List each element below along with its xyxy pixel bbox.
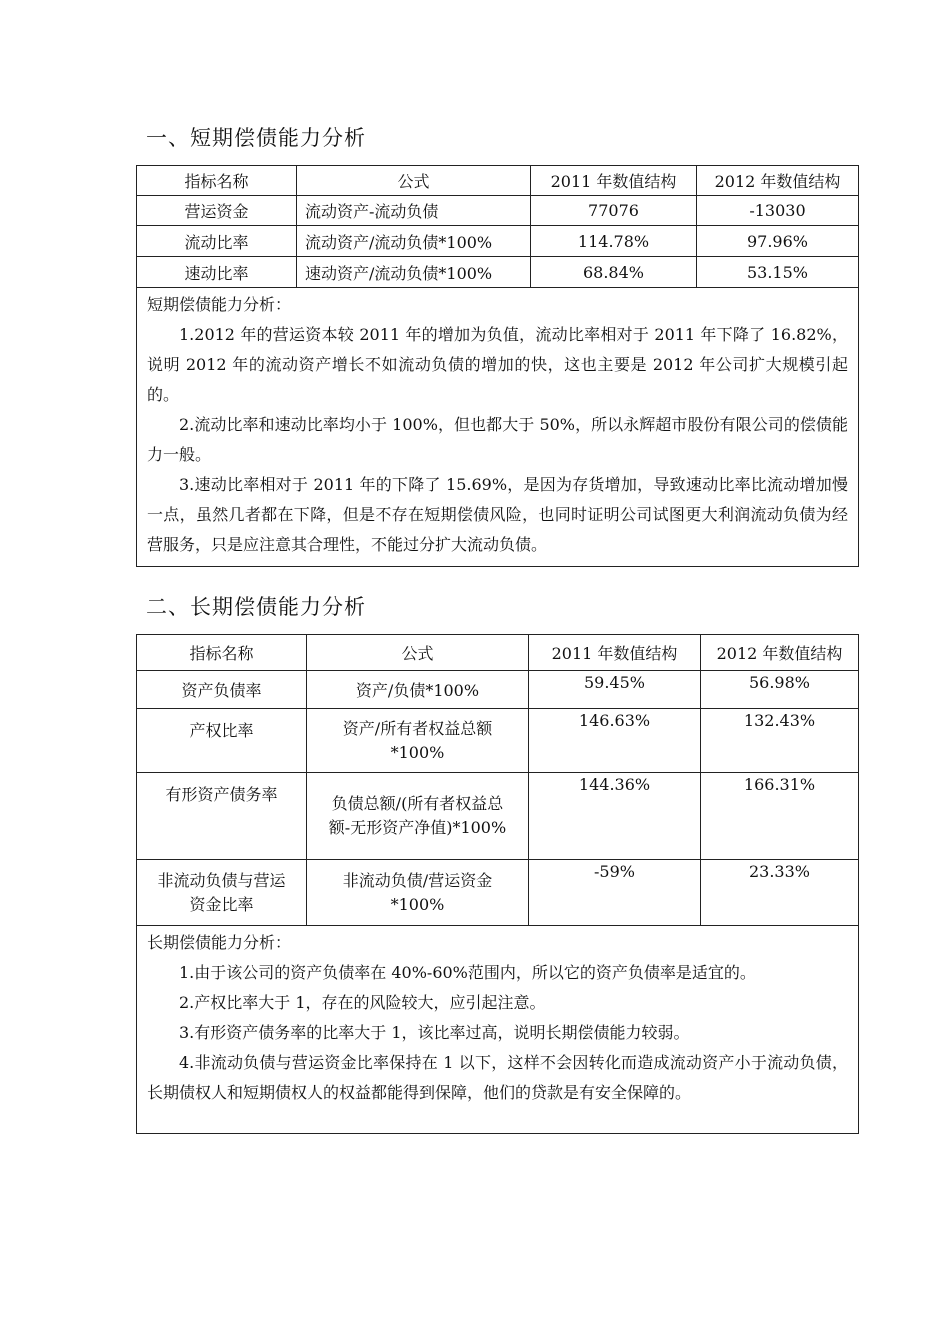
- indicator-name: 非流动负债与营运资金比率: [137, 860, 307, 926]
- value-2012: 56.98%: [701, 671, 859, 709]
- value-2012: 97.96%: [697, 226, 859, 257]
- indicator-name: 流动比率: [137, 226, 297, 257]
- table-header-row: [137, 635, 859, 671]
- header-2011: 2011 年数值结构: [529, 635, 701, 671]
- indicator-name: 营运资金: [137, 196, 297, 226]
- value-2011: 146.63%: [529, 709, 701, 773]
- short-term-solvency-table: [136, 165, 859, 567]
- analysis-title: 长期偿债能力分析：: [147, 933, 292, 952]
- value-2012: -13030: [697, 196, 859, 226]
- value-2012: 132.43%: [701, 709, 859, 773]
- analysis-row: [137, 926, 859, 1134]
- header-2012: 2012 年数值结构: [701, 635, 859, 671]
- value-2011: 68.84%: [531, 257, 697, 288]
- analysis-paragraph: 4.非流动负债与营运资金比率保持在 1 以下，这样不会因转化而造成流动资产小于流动负债，长期债权人和短期债权人的权益都能得到保障，他们的贷款是有安全保障的。: [147, 1053, 848, 1102]
- table-header-row: [137, 166, 859, 196]
- header-2012: 2012 年数值结构: [697, 166, 859, 196]
- value-2011: 114.78%: [531, 226, 697, 257]
- header-formula: 公式: [307, 635, 529, 671]
- value-2011: -59%: [529, 860, 701, 926]
- table-row: [137, 671, 859, 709]
- analysis-paragraph: 2.产权比率大于 1，存在的风险较大，应引起注意。: [179, 993, 546, 1012]
- indicator-formula: 资产/所有者权益总额*100%: [307, 709, 529, 773]
- indicator-name: 产权比率: [137, 709, 307, 773]
- value-2011: 77076: [531, 196, 697, 226]
- value-2012: 23.33%: [701, 860, 859, 926]
- analysis-paragraph: 1.由于该公司的资产负债率在 40%-60%范围内，所以它的资产负债率是适宜的。: [179, 963, 756, 982]
- analysis-paragraph: 1.2012 年的营运资本较 2011 年的增加为负值，流动比率相对于 2011 年下降了 16.82%，说明 2012 年的流动资产增长不如流动负债的增加的快，这也主要是 2012 年公司扩大规模引起的。: [147, 325, 848, 404]
- table-row: [137, 860, 859, 926]
- indicator-formula: 负债总额/(所有者权益总额-无形资产净值)*100%: [307, 773, 529, 860]
- table-row: [137, 226, 859, 257]
- indicator-name: 资产负债率: [137, 671, 307, 709]
- header-indicator-name: 指标名称: [137, 166, 297, 196]
- analysis-cell: [137, 926, 859, 1134]
- table-row: [137, 257, 859, 288]
- analysis-cell: [137, 288, 859, 567]
- table-row: [137, 196, 859, 226]
- indicator-formula: 流动资产-流动负债: [297, 196, 531, 226]
- indicator-name: 速动比率: [137, 257, 297, 288]
- indicator-formula: 资产/负债*100%: [307, 671, 529, 709]
- indicator-formula: 非流动负债/营运资金*100%: [307, 860, 529, 926]
- value-2011: 144.36%: [529, 773, 701, 860]
- table-row: [137, 709, 859, 773]
- section-heading-short-term: 一、短期偿债能力分析: [146, 126, 366, 150]
- analysis-paragraph: 2.流动比率和速动比率均小于 100%，但也都大于 50%，所以永辉超市股份有限公司的偿债能力一般。: [147, 415, 848, 464]
- value-2012: 166.31%: [701, 773, 859, 860]
- analysis-row: [137, 288, 859, 567]
- long-term-solvency-table: [136, 634, 859, 1134]
- indicator-name: 有形资产债务率: [137, 773, 307, 860]
- value-2012: 53.15%: [697, 257, 859, 288]
- header-indicator-name: 指标名称: [137, 635, 307, 671]
- header-2011: 2011 年数值结构: [531, 166, 697, 196]
- analysis-paragraph: 3.有形资产债务率的比率大于 1，该比率过高，说明长期偿债能力较弱。: [179, 1023, 690, 1042]
- table-row: [137, 773, 859, 860]
- value-2011: 59.45%: [529, 671, 701, 709]
- analysis-title: 短期偿债能力分析：: [147, 295, 292, 314]
- indicator-formula: 流动资产/流动负债*100%: [297, 226, 531, 257]
- header-formula: 公式: [297, 166, 531, 196]
- indicator-formula: 速动资产/流动负债*100%: [297, 257, 531, 288]
- analysis-paragraph: 3.速动比率相对于 2011 年的下降了 15.69%，是因为存货增加，导致速动比率比流动增加慢一点，虽然几者都在下降，但是不存在短期偿债风险，也同时证明公司试图更大利润流动负债为经营服务，只是应注意其合理性，不能过分扩大流动负债。: [147, 475, 848, 554]
- section-heading-long-term: 二、长期偿债能力分析: [146, 595, 366, 619]
